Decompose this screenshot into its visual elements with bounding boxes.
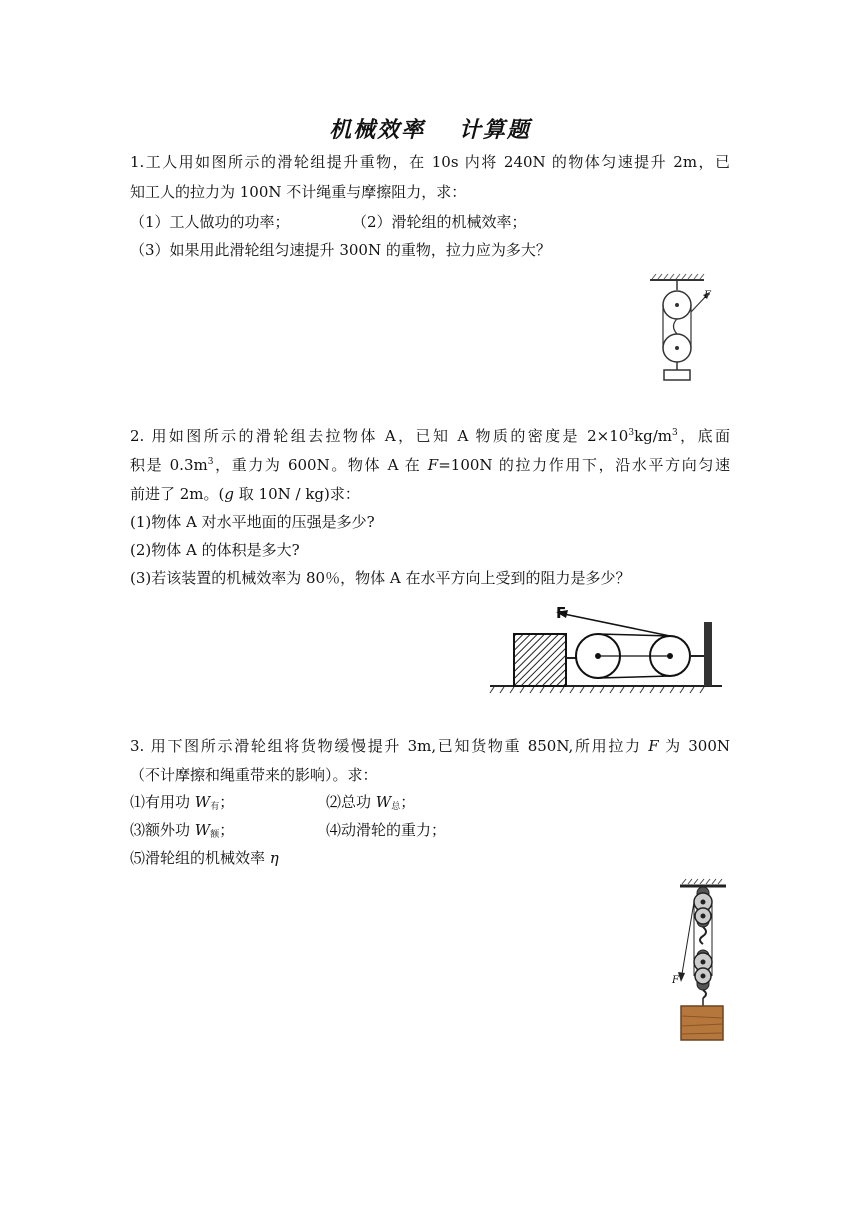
q3-part1: ⑴有用功 $W_有$； [130,793,235,812]
q2-pulley-figure [486,600,726,696]
q1-line2: 知工人的拉力为 100N 不计绳重与摩擦阻力，求： [130,183,467,201]
page-title: 机械效率 计算题 [329,117,531,143]
q1-sub1: （1）工人做功的功率； [130,213,290,231]
q1-force-label: F [704,290,711,301]
q3-part2: ⑵总功 $W_总$； [326,793,416,812]
q2-line3: 前进了 2m。(g 取 10N / kg)求： [130,485,360,503]
q3-part4: ⑷动滑轮的重力； [326,821,447,839]
q1-pulley-figure [640,272,730,384]
q2-part3: (3)若该装置的机械效率为 80％，物体 A 在水平方向上受到的阻力是多少？ [130,569,631,587]
q3-line2: （不计摩擦和绳重带来的影响）。求： [130,766,378,784]
q3-part3: ⑶额外功 $W_额$； [130,821,235,840]
q2-line1: 2. 用如图所示的滑轮组去拉物体 A，已知 A 物质的密度是 $2\times 10^3kg/m^3$，底面 [130,427,730,445]
q3-part5: ⑸滑轮组的机械效率 η [130,849,279,867]
q1-sub3: （3）如果用此滑轮组匀速提升 300N 的重物，拉力应为多大？ [130,241,551,259]
q2-line2: 积是 $0.3m^3$，重力为 600N。物体 A 在 F=100N 的拉力作用下，沿水平方向匀速 [130,456,730,474]
q1-sub2: （2）滑轮组的机械效率； [352,213,527,231]
q3-line1: 3. 用下图所示滑轮组将货物缓慢提升 3m,已知货物重 850N,所用拉力 F 为 300N [130,737,730,755]
q2-force-label: F [556,604,567,622]
q3-pulley-figure [664,878,734,1044]
q3-force-label: F [672,975,679,986]
q2-part1: (1)物体 A 对水平地面的压强是多少? [130,513,375,531]
q1-line1: 1.工人用如图所示的滑轮组提升重物，在 10s 内将 240N 的物体匀速提升 2m，已 [130,153,730,171]
q2-part2: (2)物体 A 的体积是多大? [130,541,300,559]
